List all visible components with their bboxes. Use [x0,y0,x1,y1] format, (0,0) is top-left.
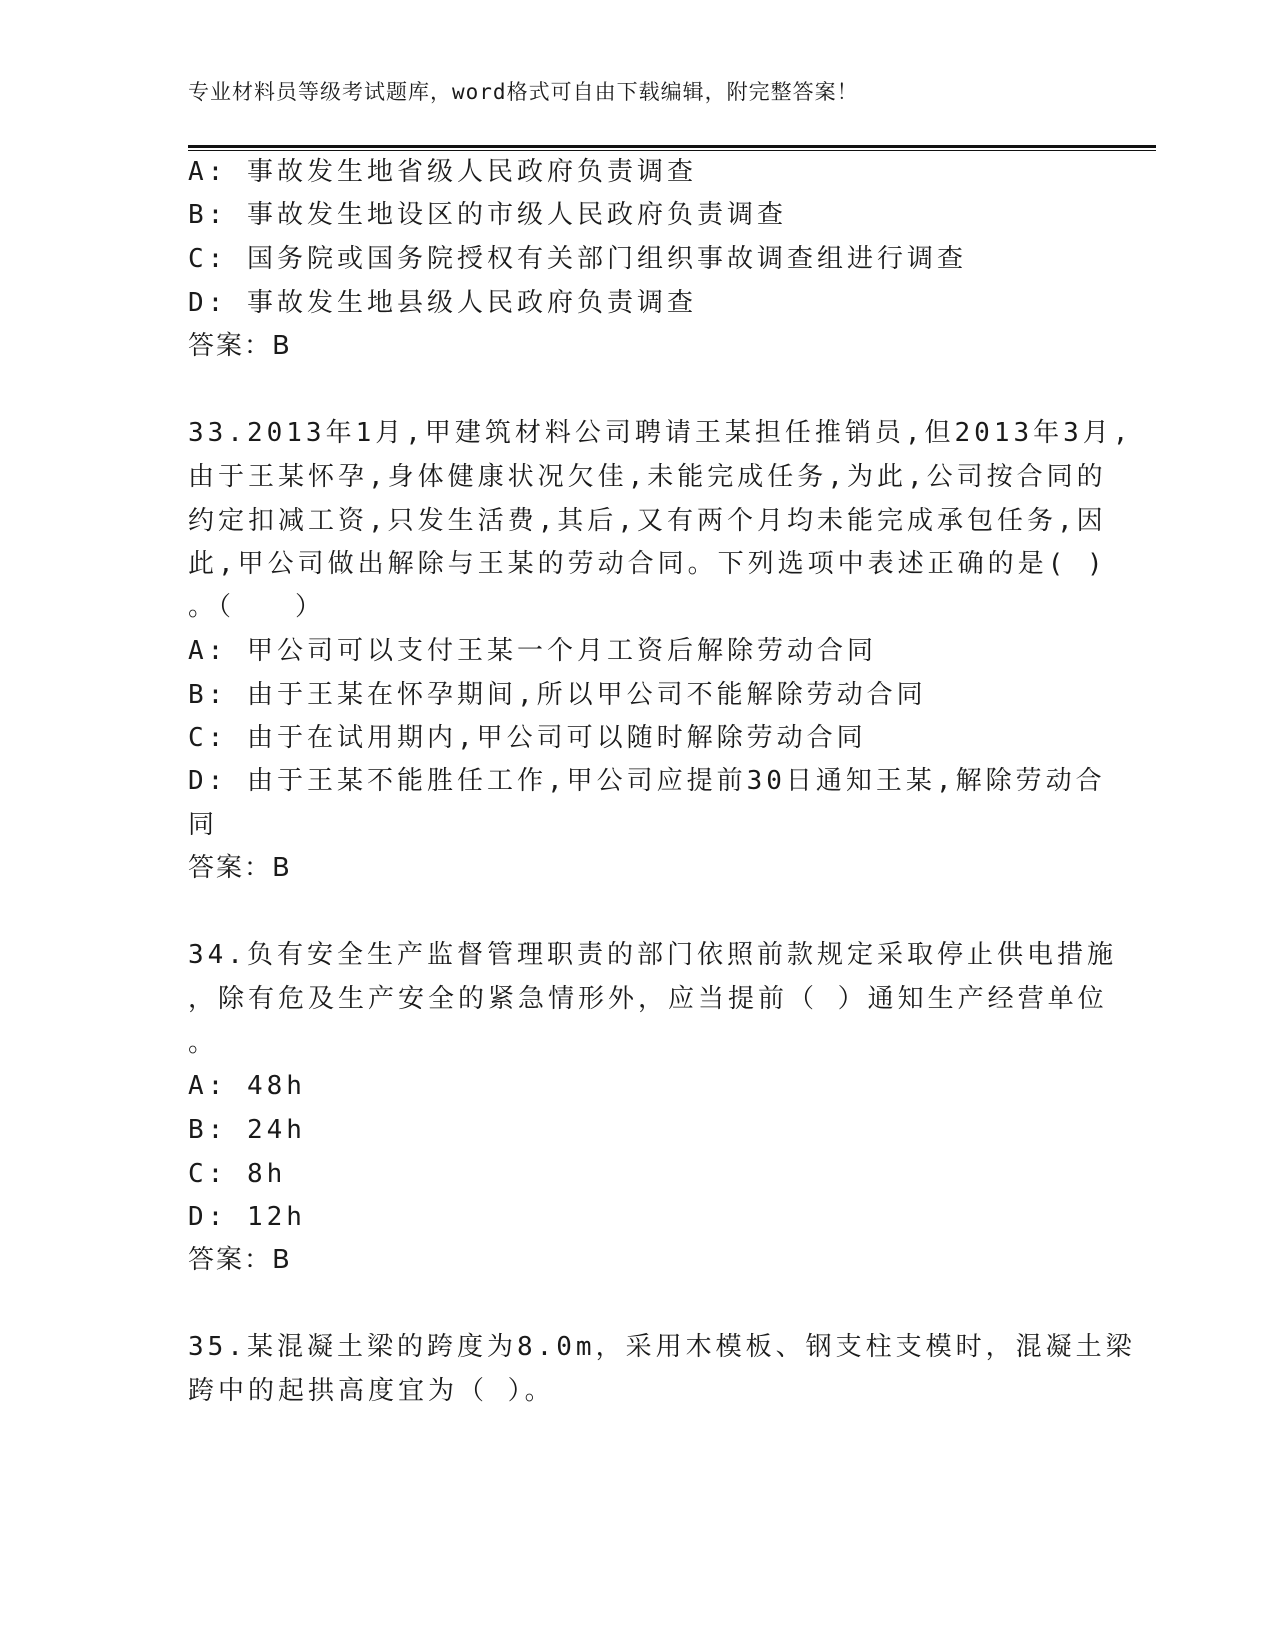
q32-option-a: A: 事故发生地省级人民政府负责调查 [188,157,697,187]
q35-stem-line-2: 跨中的起拱高度宜为（ ）。 [188,1376,555,1406]
q33-stem-line-5: 。（ ） [188,592,326,622]
q34-stem-line-1: 34.负有安全生产监督管理职责的部门依照前款规定采取停止供电措施 [188,940,1117,970]
q33-option-d: D: 由于王某不能胜任工作,甲公司应提前30日通知王某,解除劳动合 [188,766,1106,796]
q32-option-b: B: 事故发生地设区的市级人民政府负责调查 [188,200,787,230]
q33-stem-line-4: 此,甲公司做出解除与王某的劳动合同。下列选项中表述正确的是( ) [188,549,1107,579]
q33-stem-line-2: 由于王某怀孕,身体健康状况欠佳,未能完成任务,为此,公司按合同的 [188,462,1107,492]
q33-stem-line-3: 约定扣减工资,只发生活费,其后,又有两个月均未能完成承包任务,因 [188,506,1107,536]
q34-option-b: B: 24h [188,1115,306,1145]
q32-answer: 答案：B [188,331,292,361]
q33-option-b: B: 由于王某在怀孕期间,所以甲公司不能解除劳动合同 [188,680,927,710]
q34-answer: 答案：B [188,1245,292,1275]
header-rule-thin [188,150,1156,151]
page-header: 专业材料员等级考试题库，word格式可自由下载编辑，附完整答案！ [188,80,859,104]
q33-stem-line-1: 33.2013年1月,甲建筑材料公司聘请王某担任推销员,但2013年3月, [188,418,1133,448]
q35-stem-line-1: 35.某混凝土梁的跨度为8.0m，采用木模板、钢支柱支模时，混凝土梁 [188,1332,1136,1362]
q32-option-d: D: 事故发生地县级人民政府负责调查 [188,288,697,318]
q34-option-a: A: 48h [188,1071,306,1101]
q34-stem-line-2: ，除有危及生产安全的紧急情形外，应当提前（ ）通知生产经营单位 [188,984,1108,1014]
q33-option-c: C: 由于在试用期内,甲公司可以随时解除劳动合同 [188,723,867,753]
q33-option-a: A: 甲公司可以支付王某一个月工资后解除劳动合同 [188,636,877,666]
q33-option-d-continued: 同 [188,810,219,840]
q34-stem-line-3: 。 [188,1028,219,1058]
q34-option-d: D: 12h [188,1202,306,1232]
q33-answer: 答案：B [188,853,292,883]
q34-option-c: C: 8h [188,1159,287,1189]
q32-option-c: C: 国务院或国务院授权有关部门组织事故调查组进行调查 [188,244,967,274]
header-rule-thick [188,145,1156,148]
